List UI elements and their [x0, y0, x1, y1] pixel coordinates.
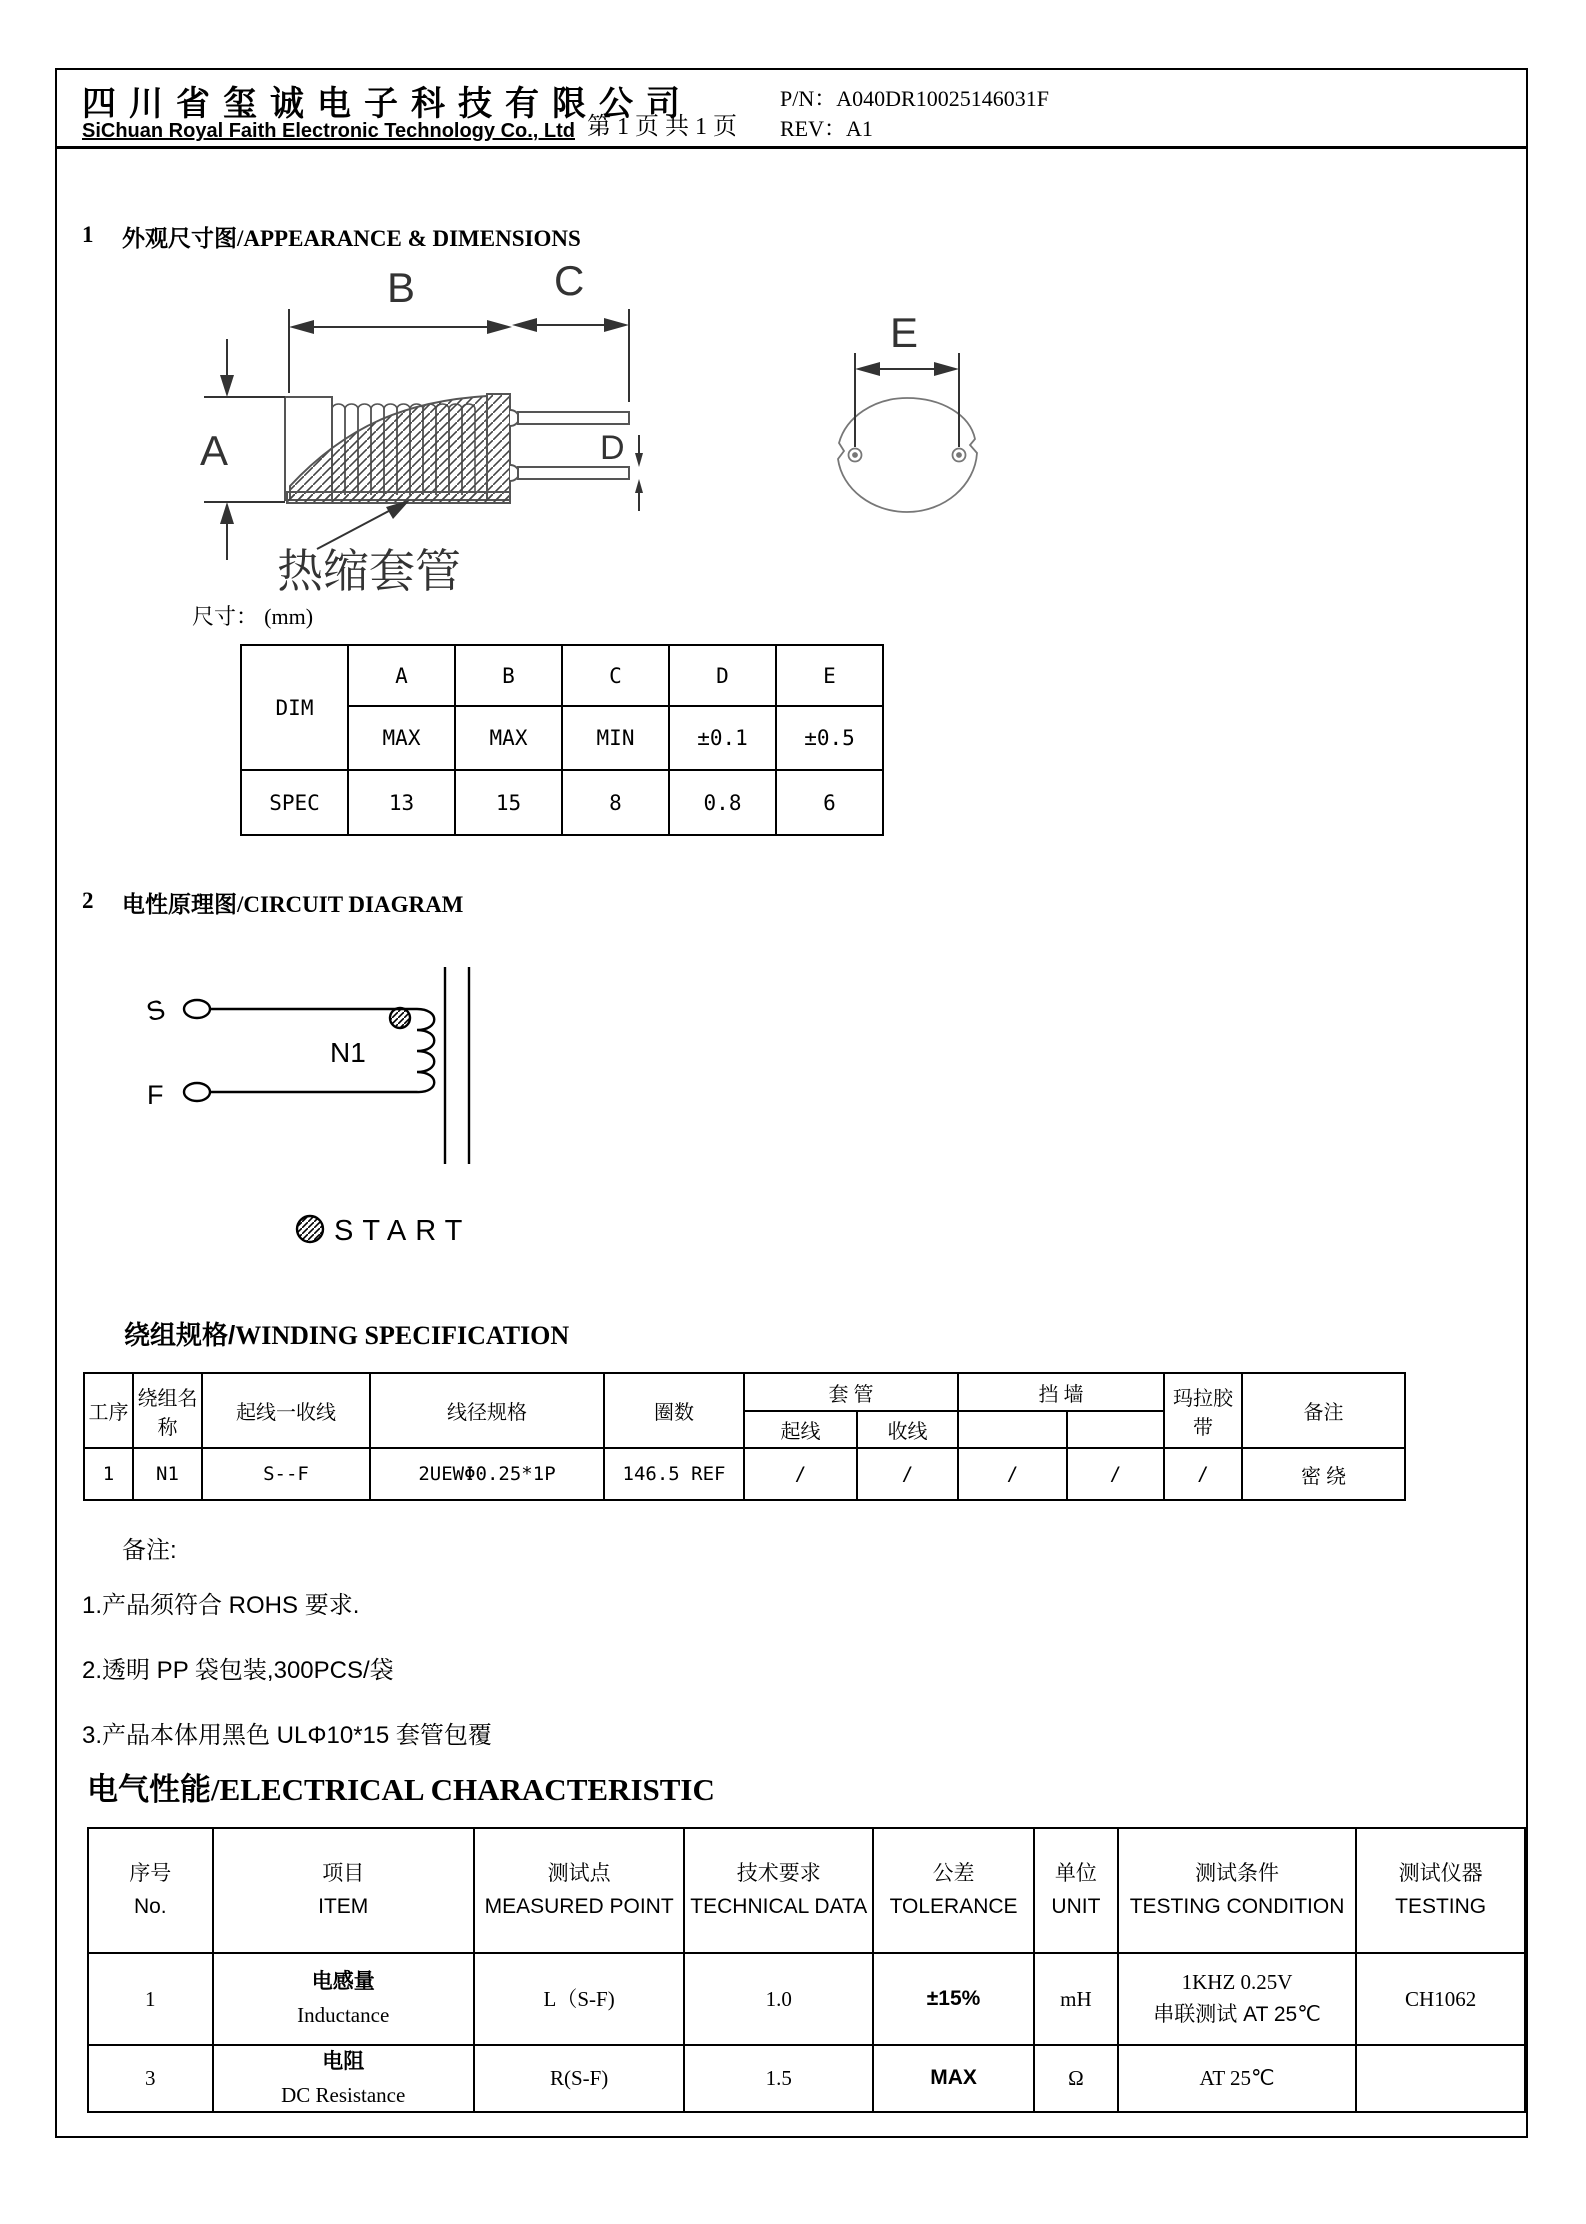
cell-start-end: S--F [202, 1448, 370, 1500]
start-legend-label: START [334, 1215, 472, 1247]
dim-col-a: A [348, 645, 455, 706]
terminal-f-label: F [147, 1080, 164, 1110]
cell-wire-gauge: 2UEWΦ0.25*1P [370, 1448, 604, 1500]
col-wire-gauge: 线径规格 [370, 1373, 604, 1448]
end-view [838, 398, 977, 512]
col-unit: 单位 UNIT [1034, 1828, 1118, 1953]
company-name-cn: 四川省玺诚电子科技有限公司 [82, 85, 693, 123]
cell-technical-data: 1.5 [684, 2045, 873, 2112]
dimension-b [289, 309, 512, 393]
dim-qual-e: ±0.5 [776, 706, 883, 770]
cell-wall-1: / [958, 1448, 1067, 1500]
cell-tube-start: / [744, 1448, 857, 1500]
col-tolerance: 公差 TOLERANCE [873, 1828, 1034, 1953]
cell-tube-end: / [857, 1448, 958, 1500]
col-start-end: 起线一收线 [202, 1373, 370, 1448]
cell-measured-point: R(S-F) [474, 2045, 685, 2112]
electrical-header-row [88, 1828, 1525, 1953]
dim-qual-b: MAX [455, 706, 562, 770]
col-wall-1 [958, 1411, 1067, 1448]
dim-spec-e: 6 [776, 770, 883, 835]
dim-spec-row [241, 770, 883, 835]
cell-remark: 密 绕 [1242, 1448, 1405, 1500]
cell-tolerance: MAX [873, 2045, 1034, 2112]
col-winding-name: 绕组名称 [133, 1373, 202, 1448]
start-legend-dot [297, 1216, 323, 1242]
winding-header-row1 [84, 1373, 1405, 1411]
section1-number: 1 [82, 222, 94, 247]
dim-label-a: A [200, 427, 229, 474]
col-tube: 套 管 [744, 1373, 958, 1411]
cell-testing-instrument [1356, 2045, 1525, 2112]
dim-col-c: C [562, 645, 669, 706]
section2-title: 电性原理图/CIRCUIT DIAGRAM [122, 892, 464, 917]
dim-label-b: B [387, 264, 416, 311]
col-wall-2 [1067, 1411, 1164, 1448]
section2-number: 2 [82, 888, 94, 913]
dim-qual-d: ±0.1 [669, 706, 776, 770]
winding-title: 绕组规格/WINDING SPECIFICATION [124, 1320, 570, 1350]
col-turns: 圈数 [604, 1373, 744, 1448]
electrical-table [87, 1827, 1526, 2113]
electrical-row-inductance [88, 1953, 1525, 2045]
dim-header-row [241, 645, 883, 706]
dimension-c [512, 309, 629, 402]
col-remark: 备注 [1242, 1373, 1405, 1448]
cell-wall-2: / [1067, 1448, 1164, 1500]
dim-label-e: E [890, 309, 919, 356]
cell-tolerance: ±15% [873, 1953, 1034, 2045]
cell-process: 1 [84, 1448, 133, 1500]
dim-qual-a: MAX [348, 706, 455, 770]
note-item-1: 1.产品须符合 ROHS 要求. [82, 1592, 360, 1619]
dim-col-d: D [669, 645, 776, 706]
appearance-drawing [142, 197, 1042, 602]
electrical-row-dc-resistance [88, 2045, 1525, 2112]
page-frame [55, 68, 1528, 2138]
section1-title: 外观尺寸图/APPEARANCE & DIMENSIONS [122, 226, 581, 251]
cell-measured-point: L（S-F) [474, 1953, 685, 2045]
col-testing-instrument: 测试仪器 TESTING [1356, 1828, 1525, 1953]
dim-spec-label: SPEC [241, 770, 348, 835]
page-number: 第 1 页 共 1 页 [587, 114, 737, 140]
cell-item: 电感量 Inductance [213, 1953, 474, 2045]
dim-label-c: C [554, 257, 585, 304]
header-divider [57, 146, 1526, 149]
dim-spec-b: 15 [455, 770, 562, 835]
dim-col-b: B [455, 645, 562, 706]
col-tube-start: 起线 [744, 1411, 857, 1448]
electrical-title: 电气性能/ELECTRICAL CHARACTERISTIC [87, 1772, 715, 1807]
dim-spec-d: 0.8 [669, 770, 776, 835]
winding-data-row [84, 1448, 1405, 1500]
revision [780, 112, 873, 143]
dimension-table [240, 644, 884, 836]
dim-col-e: E [776, 645, 883, 706]
rev-value: A1 [846, 116, 873, 141]
note-item-3: 3.产品本体用黑色 ULΦ10*15 套管包覆 [82, 1722, 492, 1749]
dim-spec-c: 8 [562, 770, 669, 835]
side-view [285, 394, 629, 503]
dim-spec-a: 13 [348, 770, 455, 835]
col-measured-point: 测试点 MEASURED POINT [474, 1828, 685, 1953]
winding-n1-label: N1 [330, 1037, 366, 1068]
col-no: 序号 No. [88, 1828, 213, 1953]
cell-unit: Ω [1034, 2045, 1118, 2112]
coil-symbol [417, 1009, 434, 1092]
cell-winding-name: N1 [133, 1448, 202, 1500]
col-testing-condition: 测试条件 TESTING CONDITION [1118, 1828, 1356, 1953]
rev-label: REV： [780, 116, 847, 141]
cell-no: 3 [88, 2045, 213, 2112]
terminal-s-label: S [143, 993, 169, 1028]
company-name-en: SiChuan Royal Faith Electronic Technology Co., Ltd [82, 120, 575, 142]
col-item: 项目 ITEM [213, 1828, 474, 1953]
cell-item: 电阻 DC Resistance [213, 2045, 474, 2112]
winding-table [83, 1372, 1406, 1501]
dimension-e [855, 353, 959, 447]
cell-testing-instrument: CH1062 [1356, 1953, 1525, 2045]
col-wall: 挡 墙 [958, 1373, 1164, 1411]
pn-label: P/N： [780, 86, 837, 111]
dim-label-d: D [600, 429, 625, 467]
part-number [780, 82, 1049, 113]
cell-testing-condition: AT 25℃ [1118, 2045, 1356, 2112]
cell-no: 1 [88, 1953, 213, 2045]
start-dot [390, 1008, 410, 1028]
size-label: 尺寸： (mm) [192, 604, 314, 629]
sleeve-label: 热缩套管 [277, 545, 461, 597]
cell-unit: mH [1034, 1953, 1118, 2045]
col-tube-end: 收线 [857, 1411, 958, 1448]
sleeve-callout [317, 500, 410, 549]
notes-title: 备注: [122, 1537, 177, 1564]
dim-qual-c: MIN [562, 706, 669, 770]
note-item-2: 2.透明 PP 袋包装,300PCS/袋 [82, 1657, 394, 1684]
dim-corner: DIM [241, 645, 348, 770]
col-tape: 玛拉胶带 [1164, 1373, 1242, 1448]
col-process: 工序 [84, 1373, 133, 1448]
cell-turns: 146.5 REF [604, 1448, 744, 1500]
circuit-diagram [92, 952, 542, 1272]
pn-value: A040DR10025146031F [836, 86, 1049, 111]
col-technical-data: 技术要求 TECHNICAL DATA [684, 1828, 873, 1953]
cell-technical-data: 1.0 [684, 1953, 873, 2045]
dimension-d [635, 435, 643, 511]
cell-tape: / [1164, 1448, 1242, 1500]
cell-testing-condition: 1KHZ 0.25V 串联测试 AT 25℃ [1118, 1953, 1356, 2045]
